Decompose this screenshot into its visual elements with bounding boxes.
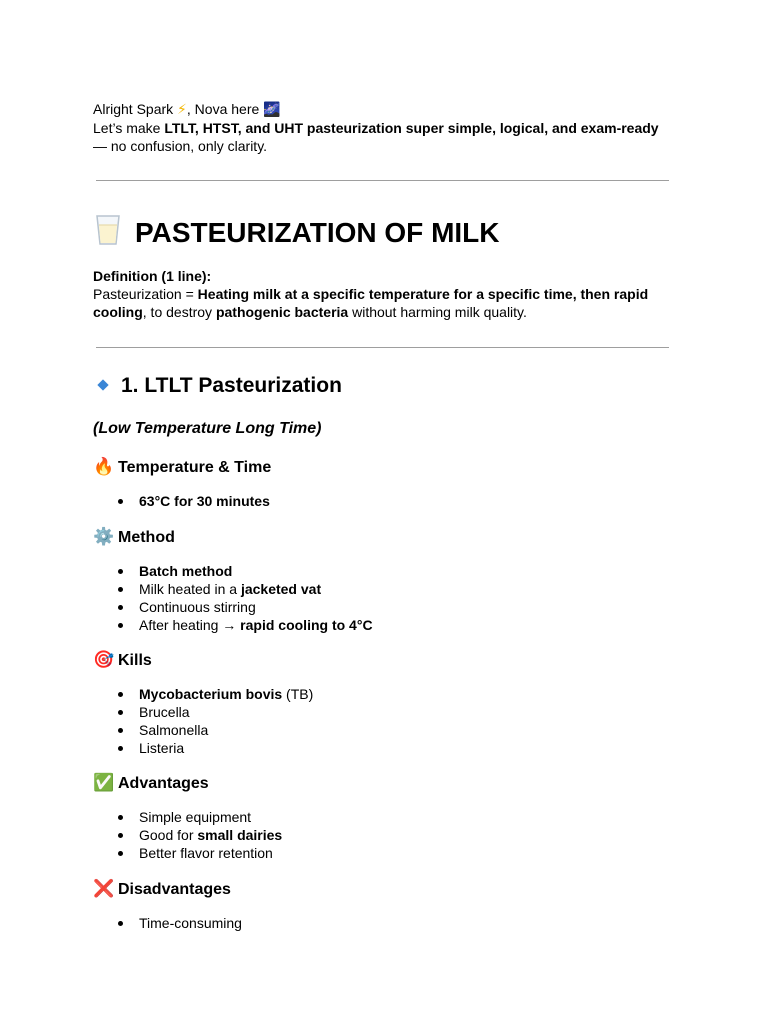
definition-label: Definition (1 line):: [93, 268, 212, 284]
page-title: PASTEURIZATION OF MILK: [93, 213, 500, 253]
temperature-heading: 🔥 Temperature & Time: [93, 457, 272, 477]
list-item: After heating → rapid cooling to 4°C: [93, 616, 373, 634]
definition-text: Pasteurization = Heating milk at a specific temperature for a specific time, then rapid cooling, to destroy pathogenic bacteria without harming milk quality.: [93, 286, 649, 320]
section-subheading: (Low Temperature Long Time): [93, 420, 322, 437]
list-item: Simple equipment: [93, 808, 282, 826]
definition-block: [93, 267, 673, 321]
list-item: 63°C for 30 minutes: [93, 492, 270, 510]
cross-mark-icon: ❌: [93, 879, 115, 899]
list-item: Brucella: [93, 703, 313, 721]
list-item: Milk heated in a jacketed vat: [93, 580, 373, 598]
list-item: Good for small dairies: [93, 826, 282, 844]
divider: [96, 180, 669, 181]
galaxy-icon: 🌌: [263, 102, 281, 118]
list-item: Time-consuming: [93, 914, 242, 932]
method-list: [93, 562, 373, 634]
list-item: Salmonella: [93, 721, 313, 739]
check-mark-icon: ✅: [93, 773, 115, 793]
method-heading: ⚙️ Method: [93, 527, 175, 547]
intro-line-2: Let’s make LTLT, HTST, and UHT pasteurization super simple, logical, and exam-ready — no confusion, only clarity.: [93, 120, 659, 154]
kills-list: [93, 685, 313, 757]
target-icon: 🎯: [93, 650, 115, 670]
list-item: Continuous stirring: [93, 598, 373, 616]
list-item: Listeria: [93, 739, 313, 757]
intro-paragraph: [93, 100, 673, 155]
milk-glass-icon: [93, 214, 123, 246]
divider: [96, 347, 669, 348]
intro-line-1: Alright Spark ⚡, Nova here 🌌: [93, 101, 281, 118]
advantages-heading: ✅ Advantages: [93, 773, 209, 793]
list-item: Better flavor retention: [93, 844, 282, 862]
section-heading-ltlt: 1. LTLT Pasteurization: [93, 372, 342, 400]
kills-heading: 🎯 Kills: [93, 650, 152, 670]
lightning-icon: ⚡: [177, 102, 187, 118]
list-item: Batch method: [93, 562, 373, 580]
list-item: Mycobacterium bovis (TB): [93, 685, 313, 703]
disadvantages-list: [93, 914, 242, 932]
advantages-list: [93, 808, 282, 862]
blue-diamond-icon: [97, 379, 108, 390]
fire-icon: 🔥: [93, 457, 115, 477]
temperature-list: [93, 492, 270, 510]
disadvantages-heading: ❌ Disadvantages: [93, 879, 231, 899]
gear-icon: ⚙️: [93, 527, 115, 547]
